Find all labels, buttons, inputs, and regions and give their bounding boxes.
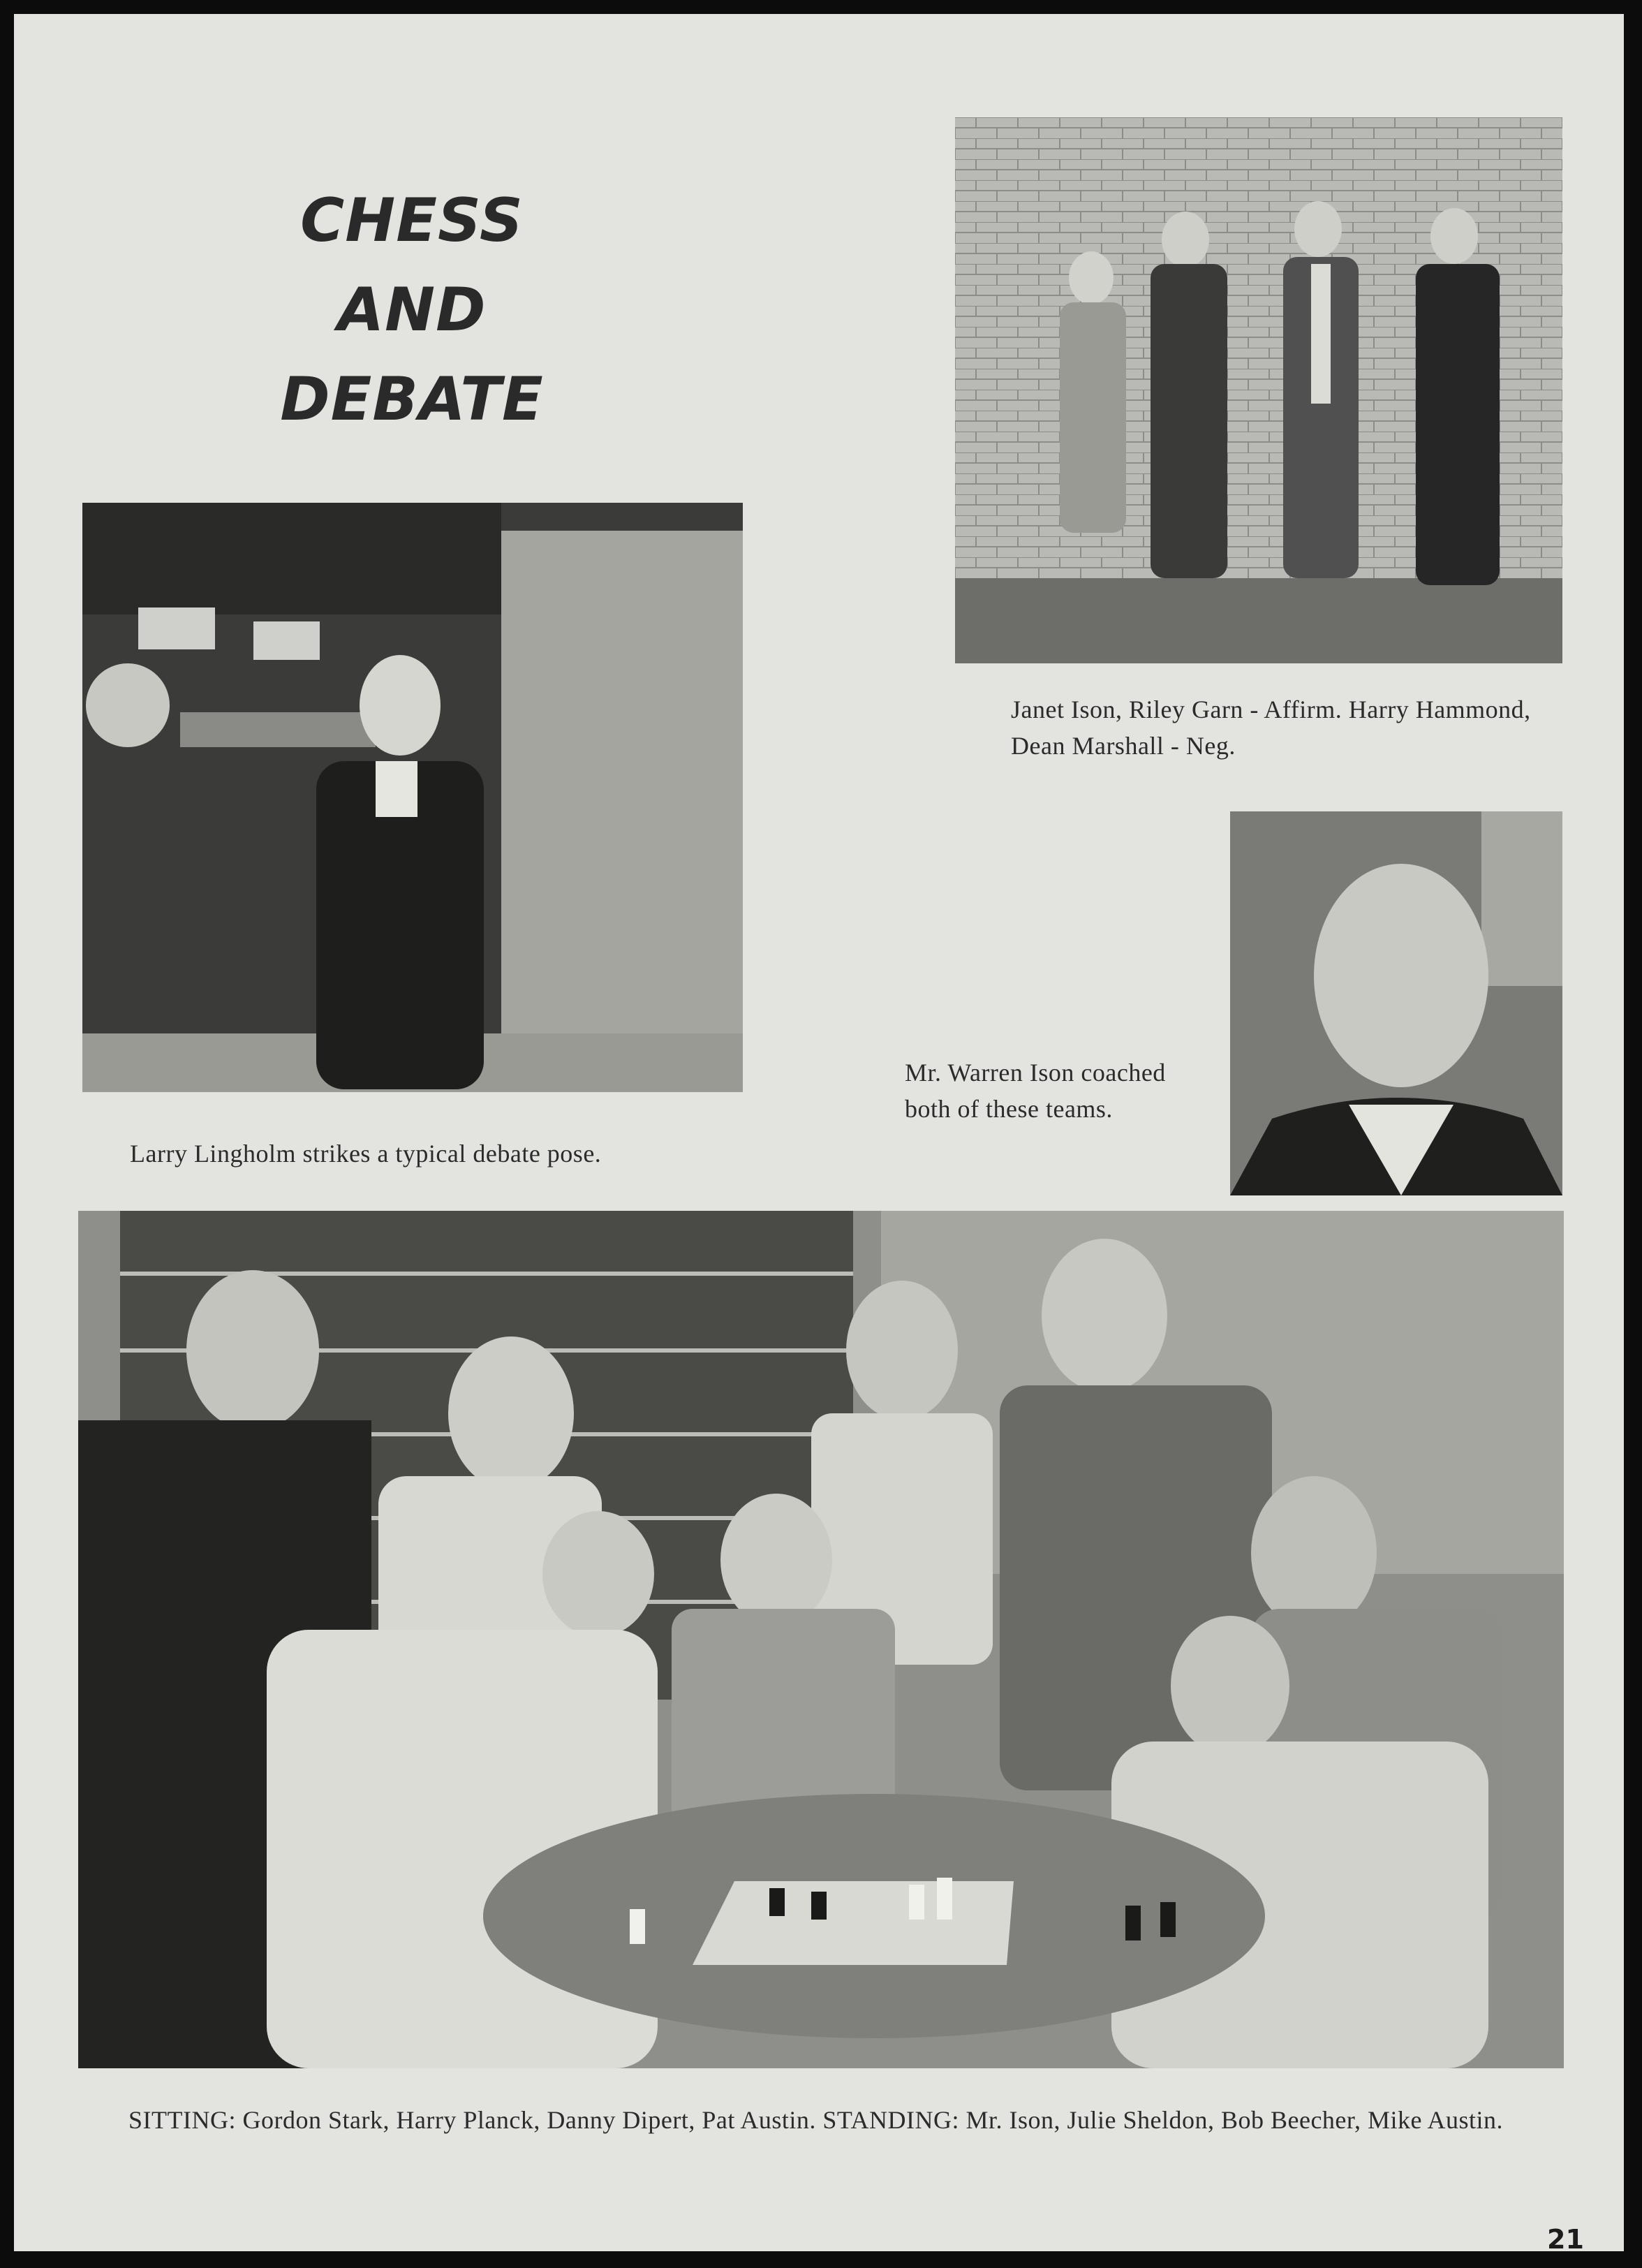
lingholm-caption: Larry Lingholm strikes a typical debate pose.	[130, 1140, 602, 1168]
chess-club-caption: SITTING: Gordon Stark, Harry Planck, Danny Dipert, Pat Austin. STANDING: Mr. Ison, Julie Sheldon, Bob Beecher, Mike Austin.	[128, 2106, 1503, 2134]
chess-club-photo	[78, 1211, 1564, 2068]
coach-portrait-photo	[1230, 811, 1562, 1195]
page-number: 21	[1547, 2224, 1584, 2251]
debate-team-caption: Janet Ison, Riley Garn - Affirm. Harry Hammond, Dean Marshall - Neg.	[1011, 695, 1531, 760]
coach-portrait-image	[1230, 811, 1562, 1195]
lingholm-photo	[82, 503, 743, 1092]
yearbook-page	[14, 14, 1624, 2251]
title-line-2: DEBATE	[280, 364, 544, 434]
coach-caption: Mr. Warren Ison coached both of these teams.	[905, 1059, 1166, 1123]
debate-team-image	[955, 117, 1562, 663]
chess-club-image	[78, 1211, 1564, 2068]
page-title	[216, 176, 607, 444]
lingholm-image	[82, 503, 743, 1092]
title-line-1: CHESS AND	[300, 186, 524, 345]
debate-team-photo	[955, 117, 1562, 663]
